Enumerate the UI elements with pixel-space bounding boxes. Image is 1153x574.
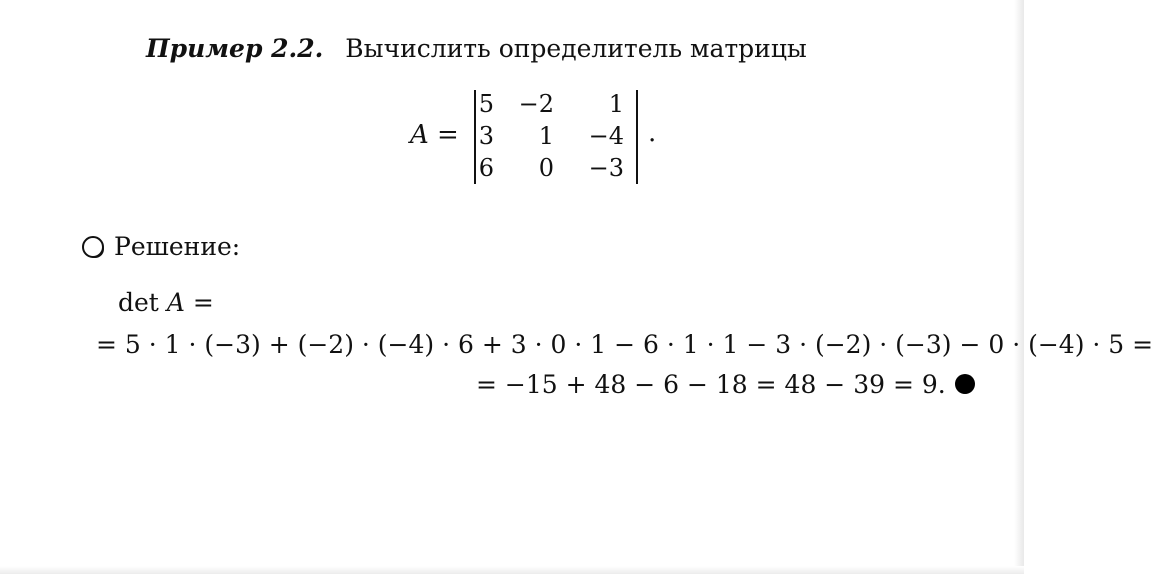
bullet-circle-icon bbox=[82, 236, 104, 258]
result-line: = −15 + 48 − 6 − 18 = 48 − 39 = 9. bbox=[476, 370, 946, 399]
det-prefix: det bbox=[118, 288, 159, 317]
matrix-cell: −4 bbox=[588, 122, 624, 150]
slide-edge-bottom bbox=[0, 566, 1024, 574]
example-statement bbox=[146, 34, 807, 63]
end-of-solution-icon bbox=[955, 374, 975, 394]
expansion-line: = 5 · 1 · (−3) + (−2) · (−4) · 6 + 3 · 0 · 1 − 6 · 1 · 1 − 3 · (−2) · (−3) − 0 · (−4) · 5 = bbox=[96, 330, 1153, 359]
solution-heading-text: Решение: bbox=[114, 232, 241, 261]
example-label: Пример 2.2. bbox=[146, 34, 324, 63]
matrix-name: A bbox=[410, 120, 429, 150]
example-task: Вычислить определитель матрицы bbox=[345, 34, 807, 63]
determinant-bar-right bbox=[636, 90, 638, 184]
matrix-trailing-dot: . bbox=[648, 118, 657, 148]
matrix-cell: 1 bbox=[608, 90, 624, 118]
matrix-cell: −3 bbox=[588, 154, 624, 182]
matrix-cell: −2 bbox=[518, 90, 554, 118]
solution-heading bbox=[82, 232, 240, 261]
matrix-cell: 0 bbox=[538, 154, 554, 182]
matrix-cell: 5 bbox=[478, 90, 494, 118]
slide-edge-right bbox=[1014, 0, 1024, 574]
matrix-cell: 6 bbox=[478, 154, 494, 182]
matrix-cell: 1 bbox=[538, 122, 554, 150]
det-line bbox=[118, 288, 214, 317]
matrix-equals: = bbox=[437, 120, 459, 150]
det-equals: = bbox=[192, 288, 214, 317]
det-var: A bbox=[166, 288, 185, 317]
matrix-cell: 3 bbox=[478, 122, 494, 150]
